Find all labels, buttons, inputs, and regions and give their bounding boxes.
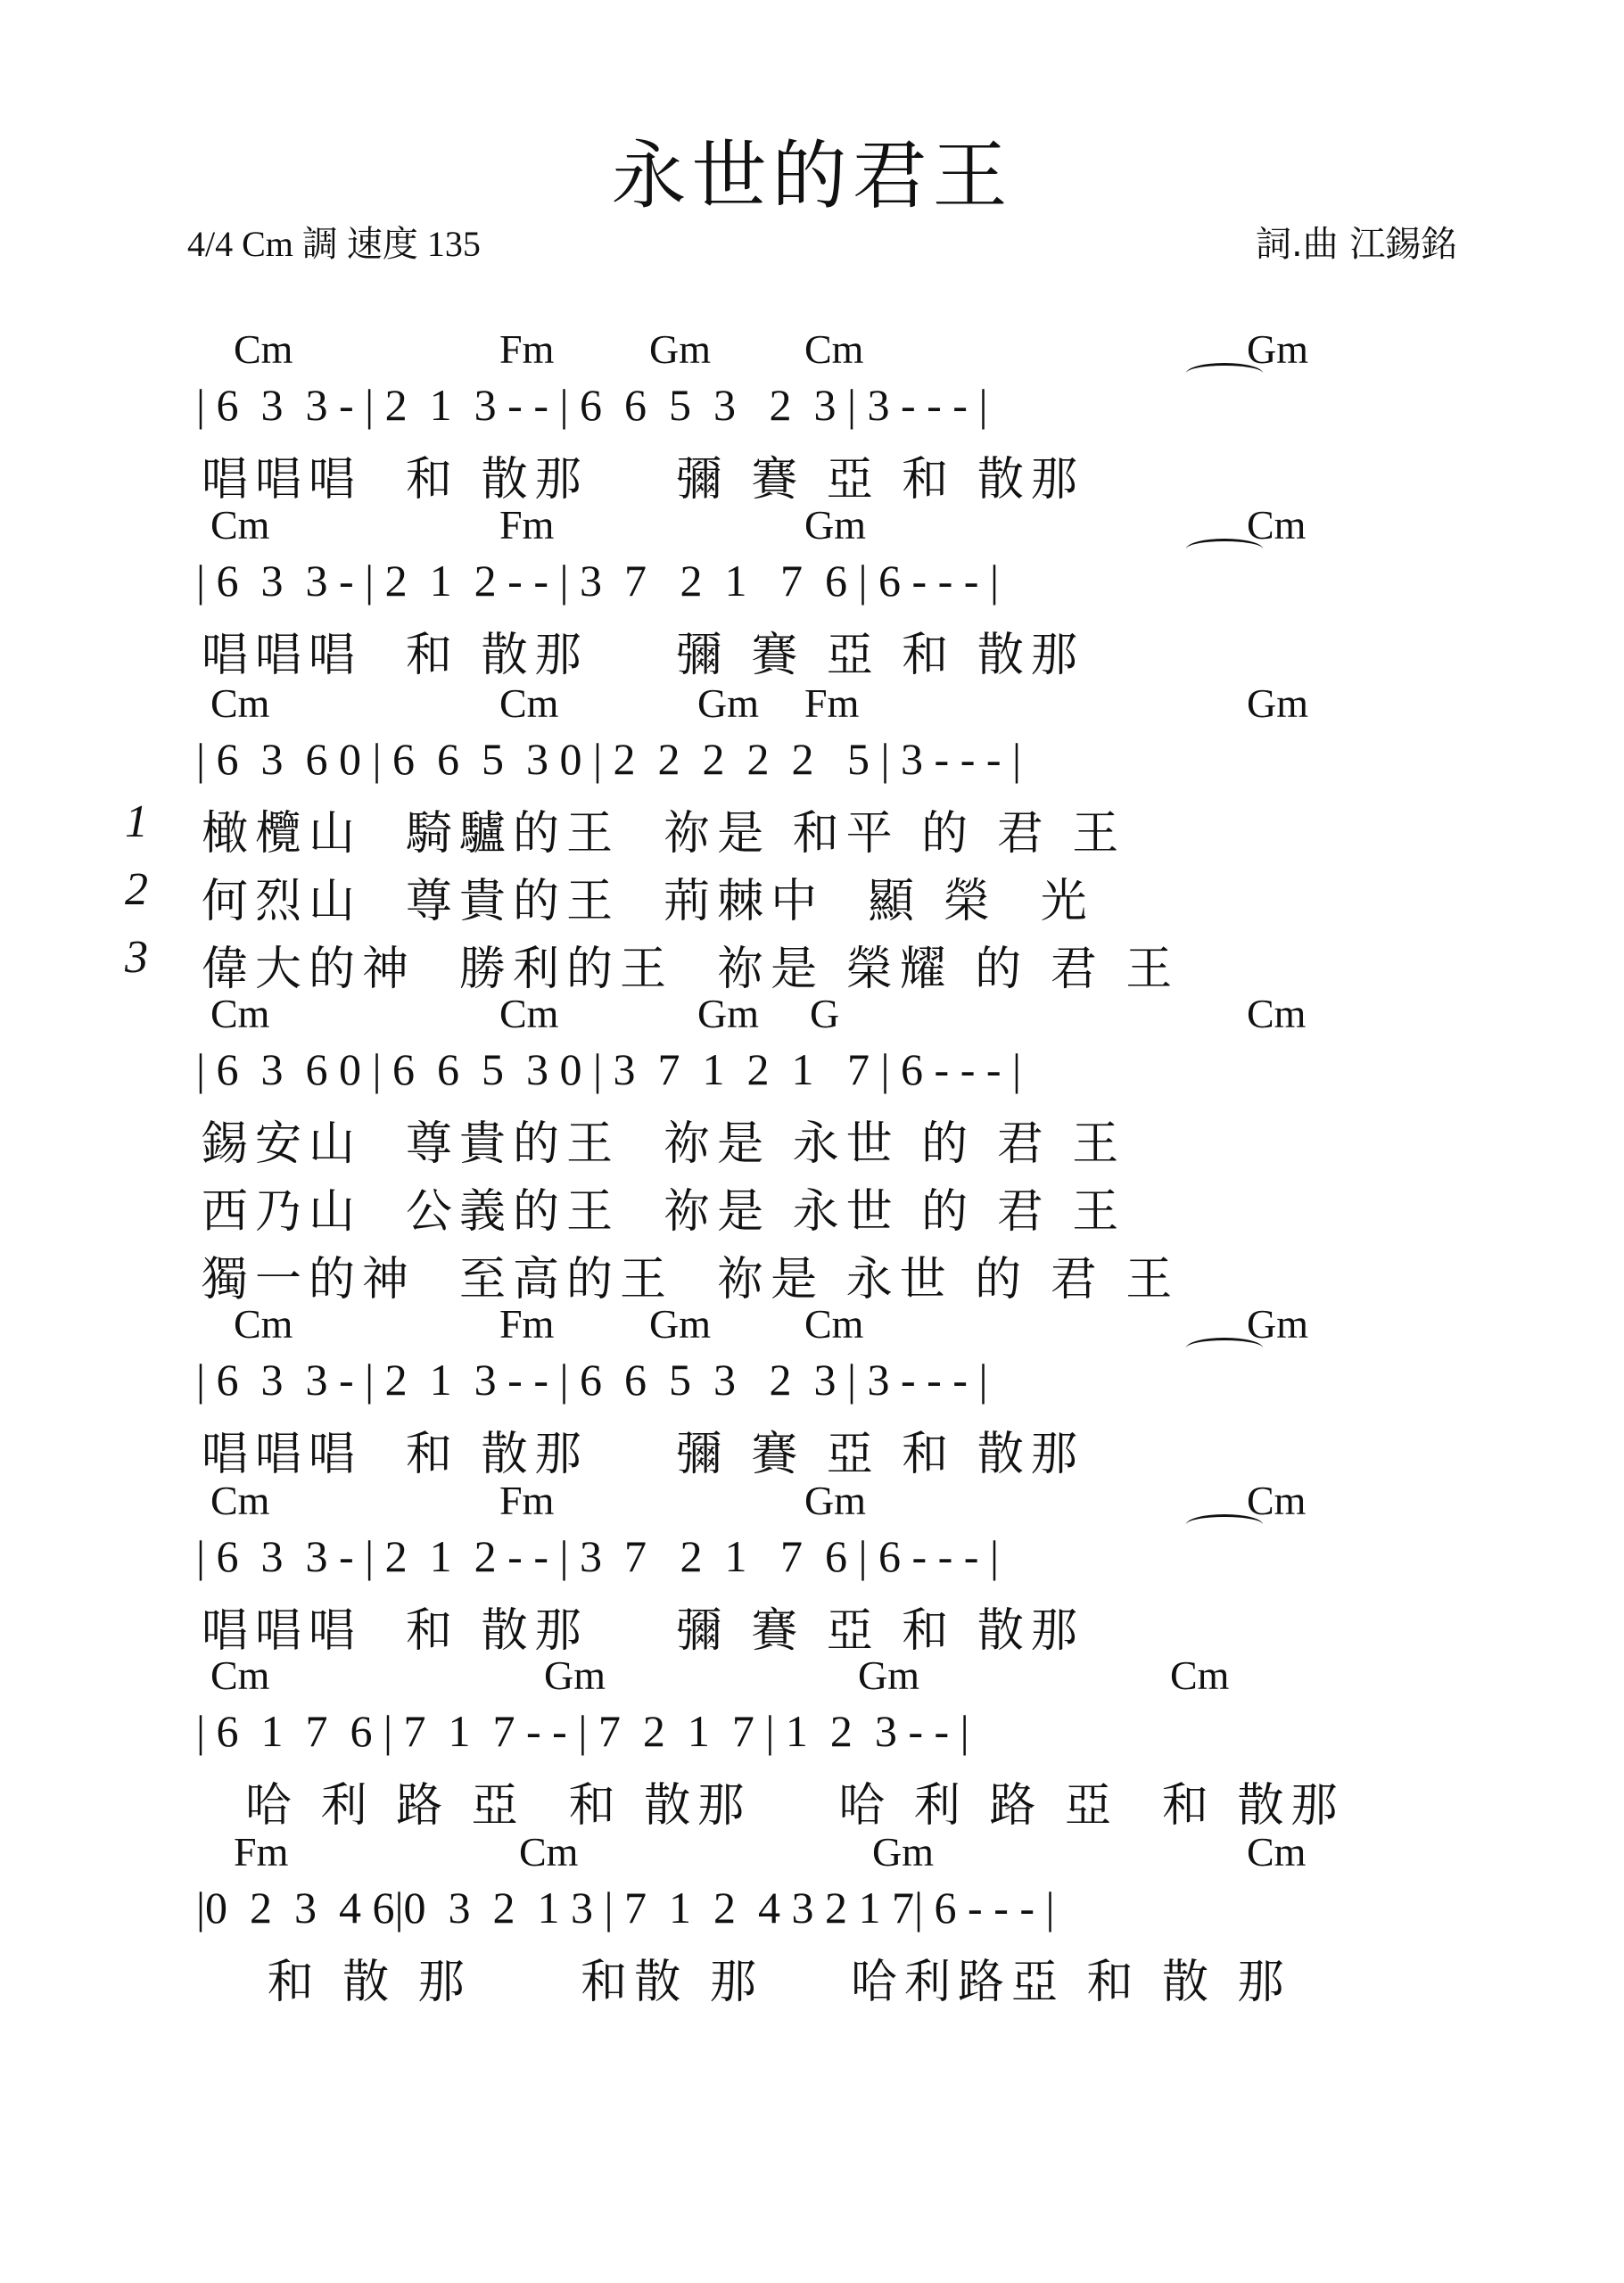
chord: Cm [210, 1652, 270, 1698]
chord: Cm [1247, 1829, 1307, 1875]
chord: Cm [499, 991, 559, 1036]
lyric-line: 何烈山 尊貴的王 荊棘中 顯 榮 光 [202, 875, 1094, 928]
chord: Gm [649, 326, 711, 372]
chord: Gm [649, 1301, 711, 1347]
chord: Gm [872, 1829, 934, 1875]
slur [1186, 539, 1263, 559]
chord: Gm [858, 1652, 919, 1698]
verse-number: 2 [125, 864, 148, 915]
chord: Cm [210, 1478, 270, 1523]
chord: Cm [804, 1301, 864, 1347]
chord: Gm [1247, 326, 1308, 372]
chord: Fm [499, 326, 555, 372]
chord: Cm [234, 1301, 293, 1347]
chord: Gm [1247, 1301, 1308, 1347]
chord: Cm [1247, 991, 1307, 1036]
chord: Gm [1247, 680, 1308, 726]
chord: Gm [697, 680, 759, 726]
lyric-line: 錫安山 尊貴的王 祢是 永世 的 君 王 [202, 1117, 1126, 1171]
key-tempo-info: 4/4 Cm 調 速度 135 [187, 224, 481, 264]
lyric-line: 和 散 那 和散 那 哈利路亞 和 散 那 [202, 1956, 1291, 2009]
chord: Cm [210, 991, 270, 1036]
chord: Cm [210, 502, 270, 548]
chord: Cm [519, 1829, 579, 1875]
chord: Cm [1170, 1652, 1230, 1698]
chord: Fm [499, 1301, 555, 1347]
slur [1186, 1514, 1263, 1535]
lyric-line: 哈 利 路 亞 和 散那 哈 利 路 亞 和 散那 [202, 1779, 1345, 1833]
verse-number: 1 [125, 796, 148, 847]
chord: Cm [1247, 1478, 1307, 1523]
slur [1186, 363, 1263, 383]
chord: Cm [1247, 502, 1307, 548]
slur [1186, 1338, 1263, 1358]
lyric-line: 唱唱唱 和 散那 彌 賽 亞 和 散那 [202, 1604, 1084, 1658]
credits: 詞.曲 江錫銘 [1256, 224, 1457, 265]
chord: Cm [210, 680, 270, 726]
chord: Gm [544, 1652, 606, 1698]
chord: Fm [804, 680, 860, 726]
chord: Cm [234, 326, 293, 372]
chord: Gm [804, 502, 866, 548]
chord: Gm [804, 1478, 866, 1523]
chord: Cm [499, 680, 559, 726]
lyric-line: 西乃山 公義的王 祢是 永世 的 君 王 [202, 1185, 1126, 1239]
lyric-line: 唱唱唱 和 散那 彌 賽 亞 和 散那 [202, 1428, 1084, 1481]
chord: Fm [234, 1829, 289, 1875]
chord: Fm [499, 1478, 555, 1523]
chord: Fm [499, 502, 555, 548]
chord: Cm [804, 326, 864, 372]
lyric-line: 獨一的神 至高的王 祢是 永世 的 君 王 [202, 1253, 1180, 1306]
chord: Gm [697, 991, 759, 1036]
verse-number: 3 [125, 932, 148, 983]
chord: G [810, 991, 840, 1036]
lyric-line: 唱唱唱 和 散那 彌 賽 亞 和 散那 [202, 453, 1084, 507]
lyric-line: 橄欖山 騎驢的王 祢是 和平 的 君 王 [202, 807, 1126, 861]
lyric-line: 偉大的神 勝利的王 祢是 榮耀 的 君 王 [202, 943, 1180, 996]
lyric-line: 唱唱唱 和 散那 彌 賽 亞 和 散那 [202, 629, 1084, 682]
song-title: 永世的君王 [611, 132, 1013, 219]
